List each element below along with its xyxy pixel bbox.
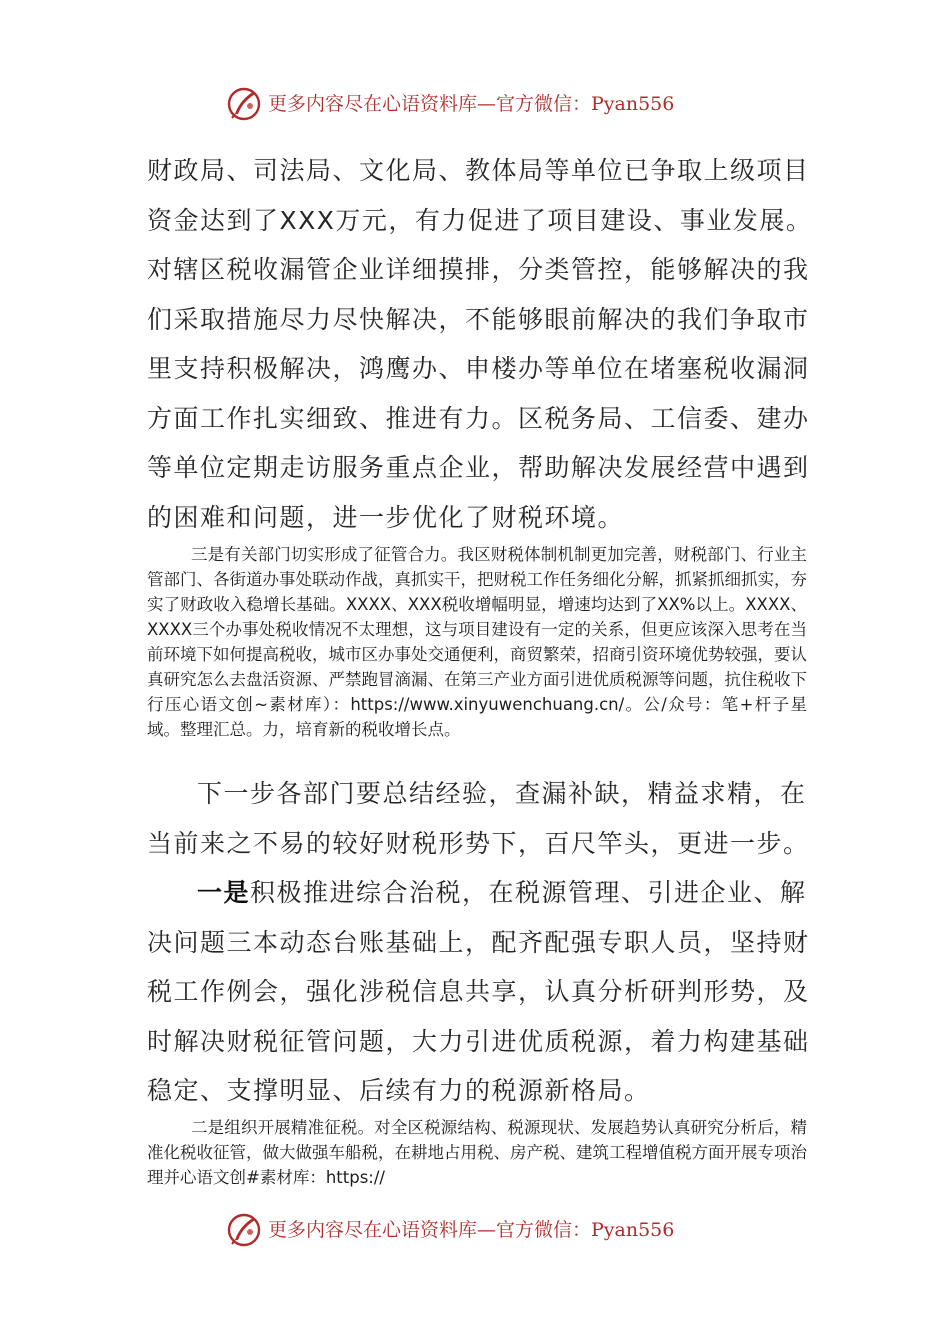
paragraph-5 bbox=[147, 1115, 807, 1190]
banner-wechat-text: 官方微信：Pyan556 bbox=[496, 1219, 675, 1241]
banner-wechat-text: 官方微信：Pyan556 bbox=[496, 93, 675, 115]
paragraph-4-rest: 积极推进综合治税，在税源管理、引进企业、解决问题三本动态台账基础上，配齐配强专职人员，坚持财税工作例会，强化涉税信息共享，认真分析研判形势，及时解决财税征管问题，大力引进优质税源，着力构建基础稳定、支撑明显、后续有力的税源新格局。 bbox=[147, 878, 810, 1105]
paragraph-1 bbox=[147, 146, 827, 542]
paragraph-3-text: 下一步各部门要总结经验，查漏补缺，精益求精，在当前来之不易的较好财税形势下，百尺竿头，更进一步。 bbox=[147, 779, 810, 858]
paragraph-2 bbox=[147, 542, 807, 742]
header-banner-text bbox=[268, 90, 674, 118]
footer-banner-text bbox=[268, 1216, 674, 1244]
quill-pen-logo-icon bbox=[226, 1212, 262, 1248]
paragraph-4 bbox=[147, 868, 827, 1116]
quill-pen-logo-icon bbox=[226, 86, 262, 122]
banner-dash: — bbox=[477, 93, 497, 115]
banner-dash: — bbox=[477, 1219, 497, 1241]
paragraph-4-text bbox=[147, 868, 827, 1116]
paragraph-2-text: 三是有关部门切实形成了征管合力。我区财税体制机制更加完善，财税部门、行业主管部门、各街道办事处联动作战，真抓实干，把财税工作任务细化分解，抓紧抓细抓实，夯实了财政收入稳增长基础。XXXX、XXX税收增幅明显，增速均达到了XX%以上。XXXX、XXXX三个办事处税收情况不太理想，这与项目建设有一定的关系，但更应该深入思考在当前环境下如何提高税收，城市区办事处交通便利，商贸繁荣，招商引资环境优势较强，要认真研究怎么去盘活资源、严禁跑冒滴漏、在第三产业方面引进优质税源等问题，抗住税收下行压心语文创~素材库）：https://www.xinyuwenchuang.cn/。公/众号：笔+杆子星域。整理汇总。力，培育新的税收增长点。 bbox=[147, 545, 807, 739]
paragraph-5-text: 二是组织开展精准征税。对全区税源结构、税源现状、发展趋势认真研究分析后，精准化税收征管，做大做强车船税，在耕地占用税、房产税、建筑工程增值税方面开展专项治理并心语文创#素材库：https:// bbox=[147, 1118, 807, 1187]
banner-main-text: 更多内容尽在心语资料库 bbox=[268, 1219, 478, 1241]
banner-main-text: 更多内容尽在心语资料库 bbox=[268, 93, 478, 115]
paragraph-4-lead: 一是 bbox=[197, 878, 251, 907]
paragraph-3 bbox=[147, 769, 827, 868]
paragraph-1-text: 财政局、司法局、文化局、教体局等单位已争取上级项目资金达到了XXX万元，有力促进了项目建设、事业发展。对辖区税收漏管企业详细摸排，分类管控，能够解决的我们采取措施尽力尽快解决，不能够眼前解决的我们争取市里支持积极解决，鸿鹰办、申楼办等单位在堵塞税收漏洞方面工作扎实细致、推进有力。区税务局、工信委、建办等单位定期走访服务重点企业，帮助解决发展经营中遇到的困难和问题，进一步优化了财税环境。 bbox=[147, 156, 813, 532]
footer-banner bbox=[0, 1208, 950, 1252]
header-banner bbox=[0, 82, 950, 126]
